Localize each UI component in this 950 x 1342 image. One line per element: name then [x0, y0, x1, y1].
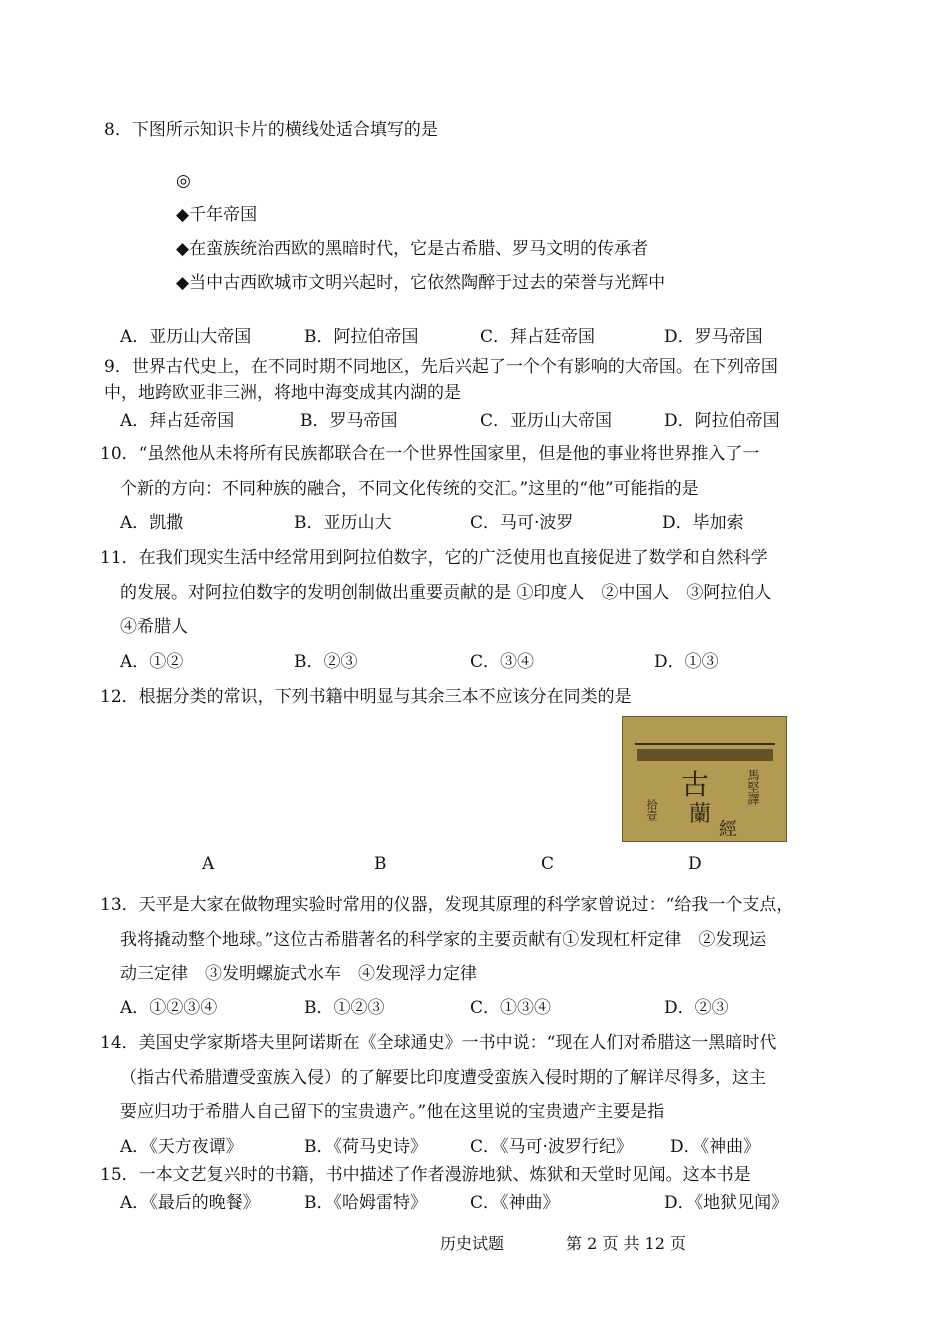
- q14-option-d: D．《神曲》: [670, 1137, 761, 1157]
- q13-stem-1: 13．天平是大家在做物理实验时常用的仪器，发现其原理的科学家曾说过：“给我一个支点，: [100, 895, 794, 915]
- q8-option-d: D．罗马帝国: [664, 327, 763, 347]
- q12-label-b: B: [374, 854, 387, 874]
- q14-stem-3: 要应归功于希腊人自己留下的宝贵遗产。”他在这里说的宝贵遗产主要是指: [120, 1102, 665, 1122]
- q10-stem-1: 10．“虽然他从未将所有民族都联合在一个世界性国家里，但是他的事业将世界推入了一: [100, 444, 760, 464]
- q10-option-a: A．凯撒: [120, 513, 184, 533]
- q10-stem-2: 个新的方向：不同种族的融合，不同文化传统的交汇。”这里的“他”可能指的是: [120, 479, 699, 499]
- q8-option-a: A．亚历山大帝国: [120, 327, 252, 347]
- title-band: [637, 749, 773, 761]
- q12-label-c: C: [541, 854, 555, 874]
- q8-stem: 8．下图所示知识卡片的横线处适合填写的是: [104, 120, 438, 140]
- q11-stem-3: ④希腊人: [120, 617, 188, 637]
- q14-stem-2: （指古代希腊遭受蛮族入侵）的了解要比印度遭受蛮族入侵时期的了解详尽得多，这主: [120, 1068, 766, 1088]
- q8-option-c: C．拜占廷帝国: [480, 327, 596, 347]
- q9-stem-2: 中，地跨欧亚非三洲，将地中海变成其内湖的是: [104, 383, 461, 403]
- q10-option-c: C．马可·波罗: [470, 513, 574, 533]
- q13-option-a: A．①②③④: [120, 998, 218, 1018]
- book-char-3: 經: [719, 819, 737, 840]
- book-char-2: 蘭: [689, 802, 712, 827]
- q9-option-b: B．罗马帝国: [300, 411, 398, 431]
- q10-option-d: D．毕加索: [662, 513, 744, 533]
- q15-option-b: B．《哈姆雷特》: [304, 1193, 427, 1213]
- book-side-text: 拾壹: [645, 799, 658, 821]
- q9-option-d: D．阿拉伯帝国: [664, 411, 780, 431]
- q8-card-symbol: ◎: [176, 171, 191, 191]
- q11-option-d: D．①③: [654, 652, 719, 672]
- q9-option-c: C．亚历山大帝国: [480, 411, 613, 431]
- q13-stem-3: 动三定律 ③发明螺旋式水车 ④发现浮力定律: [120, 964, 477, 984]
- quran-book-cover-image: [622, 716, 787, 842]
- q14-option-a: A．《天方夜谭》: [120, 1137, 243, 1157]
- q15-option-a: A．《最后的晚餐》: [120, 1193, 260, 1213]
- q12-label-d: D: [688, 854, 702, 874]
- arabic-title-strip: [635, 725, 775, 745]
- q8-card-line-1: ◆千年帝国: [176, 205, 258, 225]
- q11-option-c: C．③④: [470, 652, 535, 672]
- q9-option-a: A．拜占廷帝国: [120, 411, 235, 431]
- q13-option-d: D．②③: [664, 998, 729, 1018]
- q14-option-b: B．《荷马史诗》: [304, 1137, 427, 1157]
- q13-option-c: C．①③④: [470, 998, 552, 1018]
- q8-card-line-2: ◆在蛮族统治西欧的黑暗时代，它是古希腊、罗马文明的传承者: [176, 239, 649, 259]
- q13-option-b: B．①②③: [304, 998, 385, 1018]
- q11-stem-1: 11．在我们现实生活中经常用到阿拉伯数字，它的广泛使用也直接促进了数学和自然科学: [100, 548, 768, 568]
- footer-subject: 历史试题: [440, 1234, 505, 1253]
- q10-option-b: B．亚历山大: [294, 513, 392, 533]
- q12-label-a: A: [202, 854, 215, 874]
- book-char-1: 古: [681, 768, 710, 801]
- q12-stem: 12．根据分类的常识，下列书籍中明显与其余三本不应该分在同类的是: [100, 687, 632, 707]
- q11-option-a: A．①②: [120, 652, 184, 672]
- q8-option-b: B．阿拉伯帝国: [304, 327, 419, 347]
- q15-option-d: D．《地狱见闻》: [664, 1193, 789, 1213]
- q11-option-b: B．②③: [294, 652, 358, 672]
- q9-stem-1: 9．世界古代史上，在不同时期不同地区，先后兴起了一个个有影响的大帝国。在下列帝国: [104, 357, 778, 377]
- q11-stem-2: 的发展。对阿拉伯数字的发明创制做出重要贡献的是 ①印度人 ②中国人 ③阿拉伯人: [120, 583, 772, 603]
- book-translator: 馬堅譯: [746, 769, 760, 805]
- q15-stem: 15．一本文艺复兴时的书籍，书中描述了作者漫游地狱、炼狱和天堂时见闻。这本书是: [100, 1165, 751, 1185]
- footer-page-number: 第 2 页 共 12 页: [566, 1234, 686, 1253]
- q13-stem-2: 我将撬动整个地球。”这位古希腊著名的科学家的主要贡献有①发现杠杆定律 ②发现运: [120, 930, 767, 950]
- q15-option-c: C．《神曲》: [470, 1193, 560, 1213]
- q14-option-c: C．《马可·波罗行纪》: [470, 1137, 633, 1157]
- q14-stem-1: 14．美国史学家斯塔夫里阿诺斯在《全球通史》一书中说：“现在人们对希腊这一黑暗时代: [100, 1033, 777, 1053]
- q8-card-line-3: ◆当中古西欧城市文明兴起时，它依然陶醉于过去的荣誉与光辉中: [176, 273, 666, 293]
